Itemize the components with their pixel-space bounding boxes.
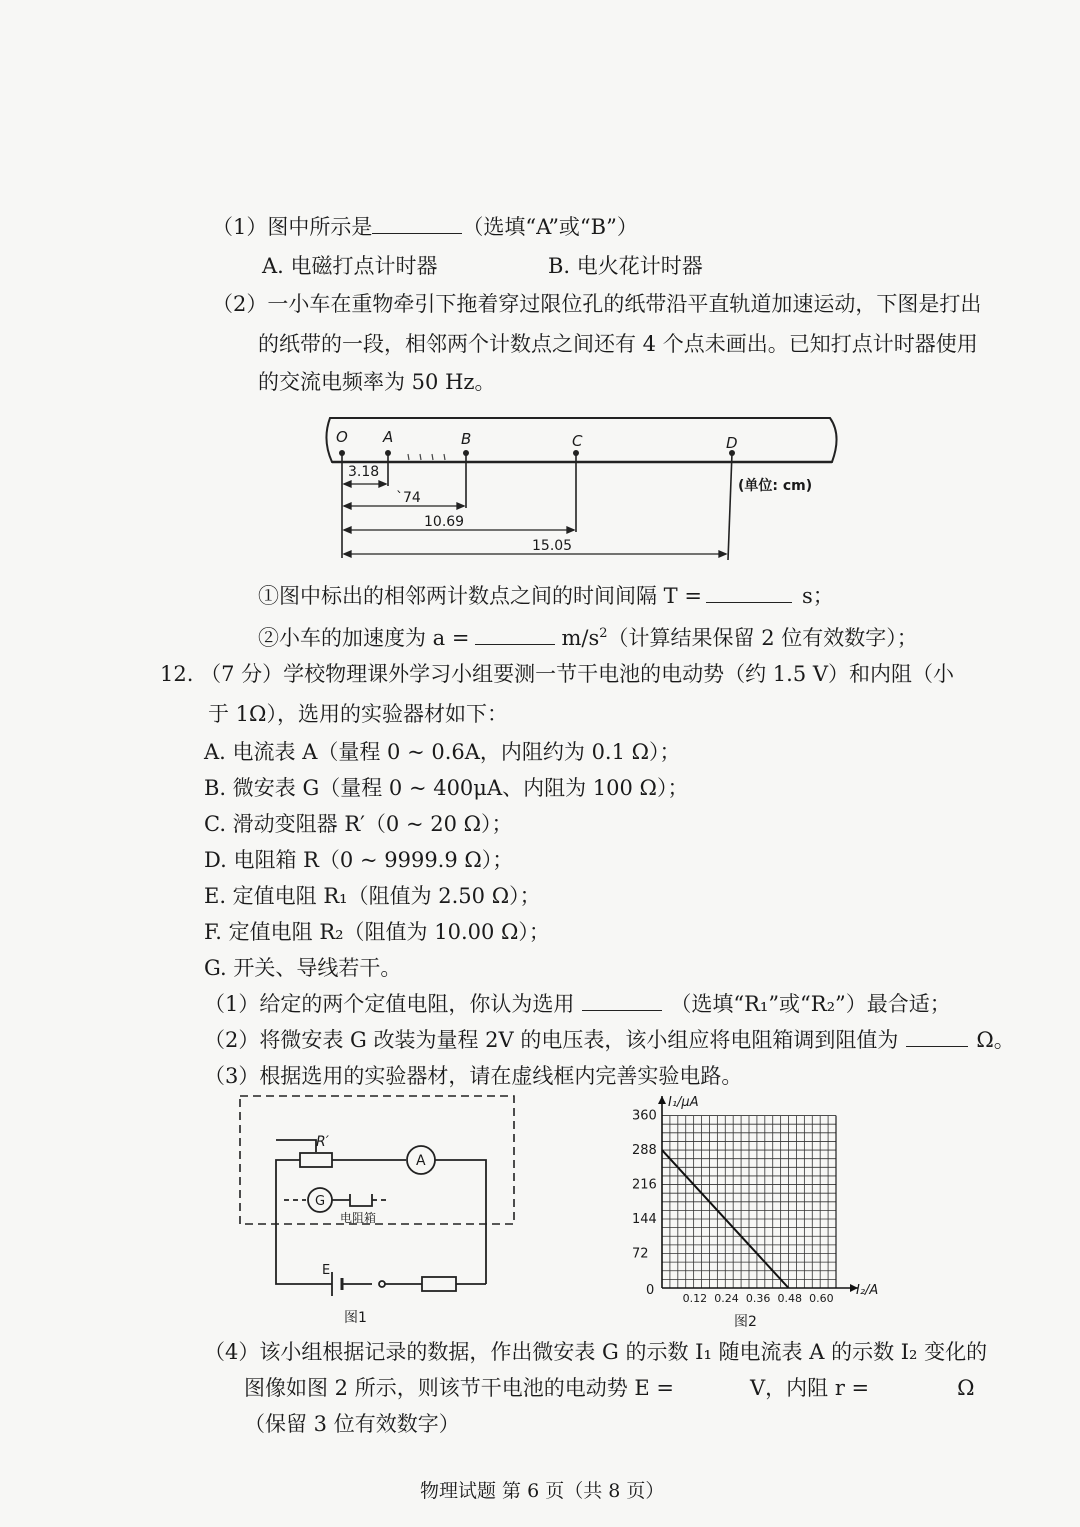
- wire-bottom-left: [276, 1280, 332, 1284]
- q12-sub1-line: [204, 990, 951, 1018]
- chart-xlabel: I₂/A: [856, 1283, 879, 1298]
- q12-sub4-r-prefix: V，内阻 r =: [750, 1376, 870, 1400]
- y-tick-label: 216: [632, 1177, 657, 1193]
- q12-sub2-prefix: （2）将微安表 G 改装为量程 2V 的电压表，该小组应将电阻箱调到阻值为: [204, 1028, 899, 1052]
- y-tick-label: 72: [632, 1246, 649, 1262]
- q12-sub4-emf-blank[interactable]: [682, 1374, 742, 1395]
- q12-item-d: D. 电阻箱 R（0 ~ 9999.9 Ω）；: [204, 848, 514, 872]
- y-tick-label: 144: [632, 1212, 657, 1228]
- x-tick-label: 0.48: [777, 1292, 803, 1305]
- q11-part1-line: [212, 213, 638, 241]
- q11-s1-line: [258, 582, 834, 610]
- dist-od-label: 15.05: [532, 538, 573, 554]
- battery-label: E: [322, 1263, 331, 1278]
- q12-sub4-line1: （4）该小组根据记录的数据，作出微安表 G 的示数 I₁ 随电流表 A 的示数 I₂ 变化的: [204, 1340, 988, 1364]
- galvanometer-label: G: [315, 1194, 326, 1209]
- q12-sub1-suffix: （选填“R₁”或“R₂”）最合适；: [670, 992, 951, 1016]
- x-tick-label: 0.24: [714, 1292, 739, 1305]
- fig2-caption: 图2: [734, 1314, 757, 1330]
- q12-item-c: C. 滑动变阻器 R′（0 ~ 20 Ω）；: [204, 812, 513, 836]
- q12-sub1-blank[interactable]: [582, 990, 662, 1011]
- tape-ticks: [408, 454, 445, 460]
- switch-contact: [379, 1281, 385, 1287]
- q11-part1-prefix: （1）图中所示是: [212, 215, 373, 239]
- dist-ob-label: `74: [396, 490, 421, 506]
- q11-part2-line2: 的纸带的一段，相邻两个计数点之间还有 4 个点未画出。已知打点计时器使用: [258, 332, 978, 356]
- q12-line2: 于 1Ω），选用的实验器材如下：: [208, 702, 508, 726]
- paper-tape-figure: [320, 410, 850, 570]
- q12-sub4-line3: （保留 3 位有效数字）: [244, 1412, 460, 1436]
- rprime-label: R′: [316, 1134, 329, 1150]
- q11-part1-suffix: （选填“A”或“B”）: [462, 215, 638, 239]
- q11-s2-exp: 2: [599, 626, 608, 641]
- tape-label-o: O: [336, 428, 348, 446]
- q12-sub3-line: （3）根据选用的实验器材，请在虚线框内完善实验电路。: [204, 1064, 743, 1088]
- wire-right: [435, 1160, 486, 1284]
- rheostat-slider: [276, 1140, 316, 1152]
- q12-sub4-emf-prefix: 图像如图 2 所示，则该节干电池的电动势 E =: [244, 1376, 674, 1400]
- chart-ylabel: I₁/μA: [668, 1095, 699, 1110]
- q12-item-b: B. 微安表 G（量程 0 ~ 400μA、内阻为 100 Ω）；: [204, 776, 689, 800]
- q12-sub2-blank[interactable]: [906, 1026, 968, 1047]
- page-footer: 物理试题 第 6 页（共 8 页）: [420, 1480, 665, 1502]
- chart-grid: [662, 1116, 836, 1288]
- q11-option-a: A. 电磁打点计时器: [262, 254, 438, 278]
- resistance-box: [350, 1194, 372, 1206]
- q11-s2-unit: m/s: [561, 626, 600, 650]
- q12-sub2-suffix: Ω。: [976, 1028, 1015, 1052]
- q12-item-g: G. 开关、导线若干。: [204, 956, 402, 980]
- resistance-box-label: 电阻箱: [340, 1211, 377, 1225]
- q11-s2-blank[interactable]: [475, 624, 555, 645]
- fixed-resistor: [422, 1277, 456, 1291]
- x-tick-label: 0.36: [745, 1292, 771, 1305]
- circuit-figure-1: [232, 1090, 522, 1330]
- tape-label-c: C: [572, 432, 583, 450]
- q12-sub4-r-blank[interactable]: [877, 1374, 949, 1395]
- q11-part2-line1: （2）一小车在重物牵引下拖着穿过限位孔的纸带沿平直轨道加速运动，下图是打出: [212, 292, 982, 316]
- q12-sub4-r-unit: Ω: [957, 1376, 975, 1400]
- q11-part1-blank[interactable]: [372, 213, 462, 234]
- fig1-caption: 图1: [344, 1310, 367, 1326]
- y-axis-arrow: [658, 1096, 666, 1104]
- x-tick-label: 0.60: [809, 1292, 834, 1305]
- dist-oa-label: 3.18: [348, 464, 380, 480]
- x-tick-label: 0.12: [682, 1292, 708, 1305]
- dist-oc-label: 10.69: [424, 514, 465, 530]
- q11-option-b: B. 电火花计时器: [548, 254, 703, 278]
- q12-item-f: F. 定值电阻 R₂（阻值为 10.00 Ω）；: [204, 920, 550, 944]
- tape-label-d: D: [726, 434, 738, 452]
- rheostat-rprime: [300, 1153, 332, 1167]
- q11-s1-blank[interactable]: [706, 582, 792, 603]
- tape-label-a: A: [383, 428, 394, 446]
- q12-sub1-prefix: （1）给定的两个定值电阻，你认为选用: [204, 992, 575, 1016]
- q11-part2-line3: 的交流电频率为 50 Hz。: [258, 370, 496, 394]
- q12-sub4-line2: [244, 1374, 975, 1402]
- q11-s2-line: [258, 620, 918, 652]
- q12-item-a: A. 电流表 A（量程 0 ~ 0.6A，内阻约为 0.1 Ω）；: [204, 740, 681, 764]
- q11-s2-suffix: （计算结果保留 2 位有效数字）；: [607, 626, 918, 650]
- tape-label-b: B: [461, 430, 472, 448]
- chart-i1-i2: [610, 1090, 900, 1335]
- tape-drop-d: [728, 453, 732, 560]
- q12-sub2-line: [204, 1026, 1015, 1054]
- q11-s1-suffix: s；: [801, 584, 834, 608]
- q11-s1-prefix: ①图中标出的相邻两计数点之间的时间间隔 T =: [258, 584, 702, 608]
- tape-unit-label: (单位: cm): [738, 478, 813, 494]
- ammeter-label: A: [416, 1153, 426, 1169]
- q11-s2-prefix: ②小车的加速度为 a =: [258, 626, 470, 650]
- y-tick-label: 288: [632, 1143, 657, 1159]
- q12-line1: 12. （7 分）学校物理课外学习小组要测一节干电池的电动势（约 1.5 V）和内阻（小: [160, 662, 955, 686]
- y-tick-label: 360: [632, 1108, 657, 1124]
- wire-left: [276, 1160, 300, 1280]
- q12-item-e: E. 定值电阻 R₁（阻值为 2.50 Ω）；: [204, 884, 541, 908]
- chart-origin: 0: [646, 1283, 655, 1298]
